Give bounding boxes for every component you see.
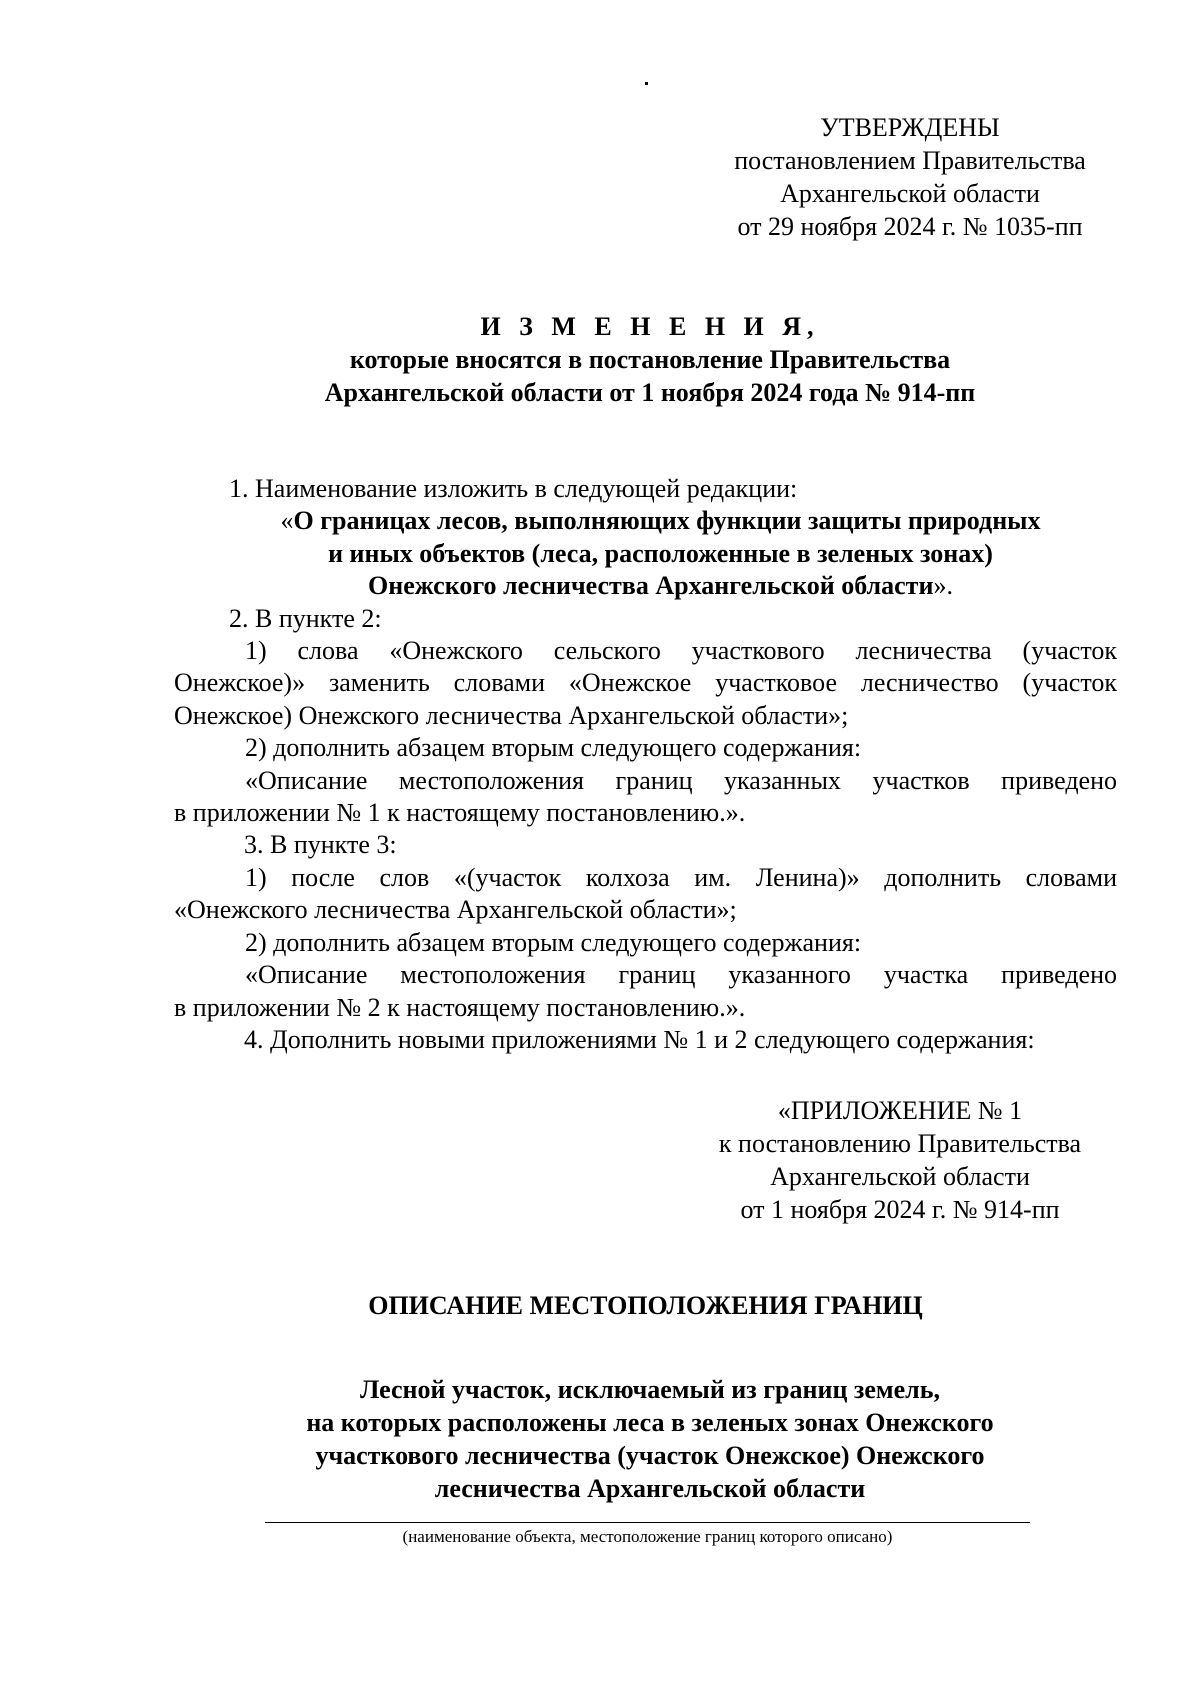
item-2-2: 2) дополнить абзацем вторым следующего содержания: [245,733,862,763]
description-title: ОПИСАНИЕ МЕСТОПОЛОЖЕНИЯ ГРАНИЦ [368,1291,923,1320]
item-2-2-quote-line-1: «Описание местоположения границ указанных участков приведено [245,765,1117,795]
appendix-line-2: к постановлению Правительства [718,1129,1082,1158]
item-3-2: 2) дополнить абзацем вторым следующего содержания: [245,927,862,957]
item-2-1-line-3: Онежское) Онежского лесничества Архангельской области»; [174,700,849,730]
item-2-intro: 2. В пункте 2: [229,603,382,633]
document-title [240,310,1060,409]
title-line-3: Архангельской области от 1 ноября 2024 года № 914-пп [324,378,976,407]
item-1-intro: 1. Наименование изложить в следующей редакции: [229,474,798,503]
item-3-intro: 3. В пункте 3: [244,830,397,860]
plot-title-line-3: участкового лесничества (участок Онежское) Онежского [315,1441,985,1470]
scan-mark [645,82,648,85]
item-1-quote-line-3 [174,570,1117,602]
plot-title-line-2: на которых расположены леса в зеленых зонах Онежского [306,1408,994,1437]
item-4: 4. Дополнить новыми приложениями № 1 и 2 следующего содержания: [244,1024,1035,1054]
item-3-1-line-1: 1) после слов «(участок колхоза им. Ленина)» дополнить словами [245,862,1117,892]
plot-title [200,1373,1100,1505]
plot-title-line-4: лесничества Архангельской области [434,1474,866,1503]
title-line-2: которые вносятся в постановление Правительства [349,345,951,374]
appendix-line-3: Архангельской области [770,1162,1030,1191]
appendix-line-1: «ПРИЛОЖЕНИЕ № 1 [777,1096,1023,1125]
appendix-line-4: от 1 ноября 2024 г. № 914-пп [740,1195,1060,1224]
item-3-1-line-2: «Онежского лесничества Архангельской области»; [174,895,737,925]
document-body [174,473,1117,1056]
item-1-quote-text-1: О границах лесов, выполняющих функции защиты природных [293,506,1041,536]
approval-line-3: Архангельской области [780,179,1040,208]
item-1-quote-line-2: и иных объектов (леса, расположенные в зеленых зонах) [328,538,993,568]
caption: (наименование объекта, местоположение границ которого описано) [402,1527,893,1546]
item-1-quote-line-1 [174,505,1117,537]
quote-close: ». [933,571,953,601]
approval-stamp [680,111,1140,243]
quote-open: « [280,506,294,536]
title-heading: И З М Е Н Е Н И Я, [480,312,820,341]
item-3-2-quote-line-2: в приложении № 2 к настоящему постановлению.». [174,992,746,1022]
item-3-2-quote-line-1: «Описание местоположения границ указанного участка приведено [245,960,1117,990]
approval-line-2: постановлением Правительства [734,146,1086,175]
caption-rule [265,1522,1030,1523]
item-1-quote-text-3: Онежского лесничества Архангельской области [368,571,934,601]
item-2-2-quote-line-2: в приложении № 1 к настоящему постановлению.». [174,798,746,828]
approval-line-4: от 29 ноября 2024 г. № 1035-пп [737,212,1083,241]
item-2-1-line-1: 1) слова «Онежского сельского участкового лесничества (участок [245,636,1117,666]
appendix-header [680,1094,1120,1226]
item-2-1-line-2: Онежское)» заменить словами «Онежское участковое лесничество (участок [174,668,1117,698]
approval-line-1: УТВЕРЖДЕНЫ [820,113,1000,142]
plot-title-line-1: Лесной участок, исключаемый из границ земель, [359,1375,941,1404]
